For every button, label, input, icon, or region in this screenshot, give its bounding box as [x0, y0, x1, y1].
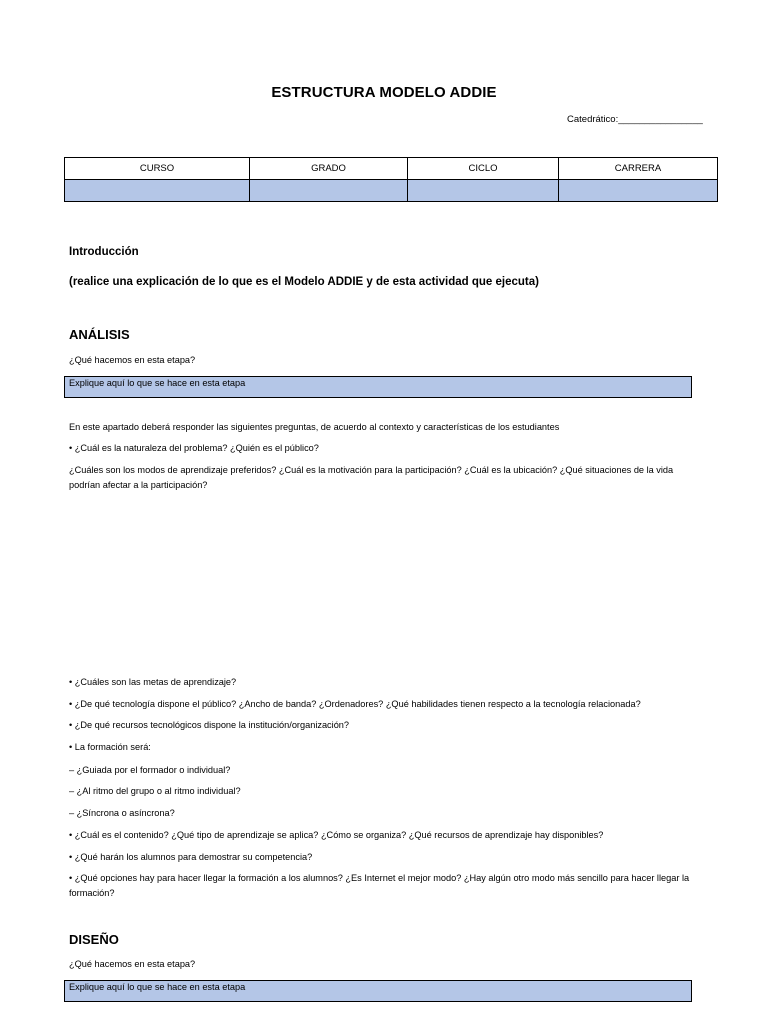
- analisis-answer-box[interactable]: Explique aquí lo que se hace en esta etapa: [64, 376, 692, 398]
- intro-heading: Introducción: [69, 246, 139, 258]
- value-curso[interactable]: [65, 180, 250, 202]
- info-table: [64, 157, 718, 202]
- document-title: ESTRUCTURA MODELO ADDIE: [271, 84, 497, 101]
- diseno-question: ¿Qué hacemos en esta etapa?: [69, 959, 196, 969]
- list-item: • ¿Qué harán los alumnos para demostrar su competencia?: [69, 852, 313, 862]
- analisis-instructions: En este apartado deberá responder las siguientes preguntas, de acuerdo al contexto y características de los estudiantes: [69, 422, 560, 432]
- catedratico-field[interactable]: Catedrático:________________: [567, 114, 703, 125]
- list-item: • ¿Cuál es el contenido? ¿Qué tipo de aprendizaje se aplica? ¿Cómo se organiza? ¿Qué recursos de aprendizaje hay disponibles?: [69, 830, 604, 840]
- analisis-question-2: ¿Cuáles son los modos de aprendizaje preferidos? ¿Cuál es la motivación para la participación? ¿Cuál es la ubicación? ¿Qué situaciones de la vida podrían afectar a la participación?: [69, 465, 674, 490]
- analisis-question-1: • ¿Cuál es la naturaleza del problema? ¿Quién es el público?: [69, 443, 319, 453]
- list-item: • ¿De qué tecnología dispone el público? ¿Ancho de banda? ¿Ordenadores? ¿Qué habilidades tienen respecto a la tecnología relacionada?: [69, 699, 641, 709]
- list-item: – ¿Guiada por el formador o individual?: [69, 765, 231, 775]
- list-item: • La formación será:: [69, 742, 151, 752]
- value-carrera[interactable]: [559, 180, 718, 202]
- list-item: • ¿Qué opciones hay para hacer llegar la formación a los alumnos? ¿Es Internet el mejor modo? ¿Hay algún otro modo más sencillo para hacer llegar la formación?: [69, 873, 690, 898]
- analisis-question: ¿Qué hacemos en esta etapa?: [69, 355, 196, 365]
- value-grado[interactable]: [250, 180, 408, 202]
- header-grado: GRADO: [250, 158, 408, 180]
- header-carrera: CARRERA: [559, 158, 718, 180]
- list-item: • ¿De qué recursos tecnológicos dispone la institución/organización?: [69, 720, 350, 730]
- diseno-heading: DISEÑO: [69, 932, 119, 947]
- header-curso: CURSO: [65, 158, 250, 180]
- list-item: • ¿Cuáles son las metas de aprendizaje?: [69, 677, 237, 687]
- list-item: – ¿Al ritmo del grupo o al ritmo individual?: [69, 786, 241, 796]
- intro-note: (realice una explicación de lo que es el Modelo ADDIE y de esta actividad que ejecuta): [69, 276, 539, 288]
- diseno-answer-box[interactable]: Explique aquí lo que se hace en esta etapa: [64, 980, 692, 1002]
- info-table-value-row: [65, 180, 718, 202]
- analisis-heading: ANÁLISIS: [69, 327, 130, 342]
- value-ciclo[interactable]: [408, 180, 559, 202]
- info-table-header-row: [65, 158, 718, 180]
- header-ciclo: CICLO: [408, 158, 559, 180]
- list-item: – ¿Síncrona o asíncrona?: [69, 808, 175, 818]
